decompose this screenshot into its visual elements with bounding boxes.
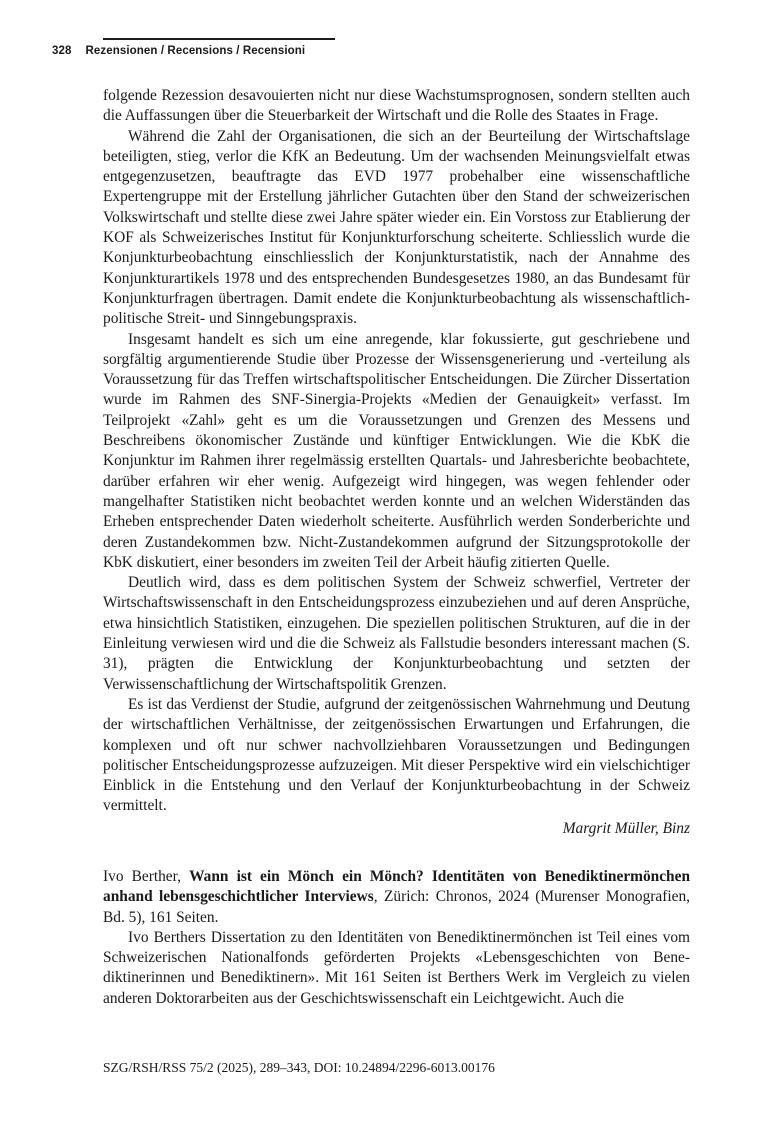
reviewer-signature: Margrit Müller, Binz xyxy=(562,819,690,837)
body-text xyxy=(103,86,690,1009)
section-title: Rezensionen / Recensions / Recensioni xyxy=(85,45,306,57)
paragraph: folgende Rezession desavouierten nicht nur diese Wachstumsprognosen, sondern stellten auch die Auffassungen über die Steuerbarkeit der Wirtschaft und die Rolle des Staates in Frage. xyxy=(103,87,690,125)
review-1 xyxy=(103,86,690,839)
bibliographic-entry xyxy=(103,867,690,928)
running-header xyxy=(52,45,305,57)
header-rule xyxy=(103,38,335,40)
paragraph: Insgesamt handelt es sich um eine anregende, klar fokussierte, gut geschriebene und sorgfältig argumentierende Studie über Prozesse der Wissensgenerierung und -verteilung als Voraussetzung für das Treffen wirtschaftspolitischer Entscheidungen. Die Zürcher Dissertation wurde im Rahmen des SNF-Sinergia-Projekts «Medien der Genauigkeit» verfasst. Im Teilprojekt «Zahl» geht es um die Voraussetzungen und Grenzen des Messens und Beschreibens ökonomischer Zustände und künftiger Entwicklungen. Wie die KbK die Konjunktur im Rahmen ihrer regelmässig erstellten Quartals- und Jahresberichte beobachtete, darüber erfahren wir eher wenig. Aufgezeigt wird hingegen, was wegen fehlender oder mangelhafter Statistiken nicht beobachtet werden konnte und an welchen Widerständen das Erheben entsprechender Daten wiederholt scheiterte. Ausführlich werden Sonderberichte und deren Zustandekommen bzw. Nicht-Zustandekommen aufgrund der Sitzungsprotokolle der KbK diskutiert, einer besonders im zweiten Teil der Arbeit häufig zitierten Quelle. xyxy=(103,330,690,571)
paragraph: Es ist das Verdienst der Studie, aufgrund der zeitgenössischen Wahrnehmung und Deutung der wirtschaftlichen Verhältnisse, der zeitgenössischen Erwartungen und Erfahrungen, die komplexen und oft nur schwer nachvollziehbaren Voraussetzungen und Bedingungen politischer Entscheidungsprozesse aufzuzeigen. Mit dieser Perspektive wird ein vielschichtiger Einblick in die Entstehung und den Verlauf der Konjunkturbeobachtung in der Schweiz vermittelt. xyxy=(103,695,690,815)
paragraph: Ivo Berthers Dissertation zu den Identitäten von Benediktinermönchen ist Teil eines vom Schweizerischen Nationalfonds geförderten Projekts «Lebensgeschichten von Benediktinerinnen und Benediktinern». Mit 161 Seiten ist Berthers Werk im Vergleich zu vielen anderen Doktorarbeiten aus der Geschichtswissenschaft ein Leichtgewicht. Auch die xyxy=(103,928,690,1007)
page-number: 328 xyxy=(52,45,72,57)
footer-citation: SZG/RSH/RSS 75/2 (2025), 289–343, DOI: 10.24894/2296-6013.00176 xyxy=(103,1060,495,1075)
book-publication: , Zürich: Chronos, 2024 (Murenser Monografien, Bd. 5), 161 Seiten. xyxy=(103,888,690,926)
paragraph: Deutlich wird, dass es dem politischen System der Schweiz schwerfiel, Vertreter der Wirtschaftswissenschaft in den Entscheidungsprozess einzubeziehen und auf deren Ansprüche, etwa hinsichtlich Statistiken, einzugehen. Die speziellen politischen Strukturen, auf die in der Einleitung verwiesen wird und die die Schweiz als Fallstudie besonders interessant machen (S. 31), prägten die Entwicklung der Konjunkturbeobachtung und setzten der Verwissenschaftlichung der Wirtschaftspolitik Grenzen. xyxy=(103,574,690,693)
book-author: Ivo Berther, xyxy=(103,867,190,885)
review-2 xyxy=(103,867,690,1009)
book-title: Wann ist ein Mönch ein Mönch? Identitäten von Benediktinermönchen anhand lebensgeschichtlicher Interviews xyxy=(103,867,691,906)
paragraph: Während die Zahl der Organisationen, die sich an der Beurteilung der Wirtschaftslage beteiligten, stieg, verlor die KfK an Bedeutung. Um der wachsenden Meinungsvielfalt etwas entgegenzusetzen, beauftragte das EVD 1977 probehalber eine wissenschaftliche Expertengruppe mit der Erstellung jährlicher Gutachten über den Stand der schweizerischen Volkswirtschaft und stellte diese zwei Jahre später wieder ein. Ein Vorstoss zur Etablierung der KOF als Schweizerisches Institut für Konjunkturforschung scheiterte. Schliesslich wurde die Konjunkturbeobachtung einschliesslich der Konjunkturstatistik, nach der Annahme des Konjunkturartikels 1978 und des entsprechenden Bundesgesetzes 1980, an das Bundesamt für Konjunkturfragen übertragen. Damit endete die Konjunkturbeobachtung als wissenschaftlich-politische Streit- und Sinngebungspraxis. xyxy=(103,127,690,328)
